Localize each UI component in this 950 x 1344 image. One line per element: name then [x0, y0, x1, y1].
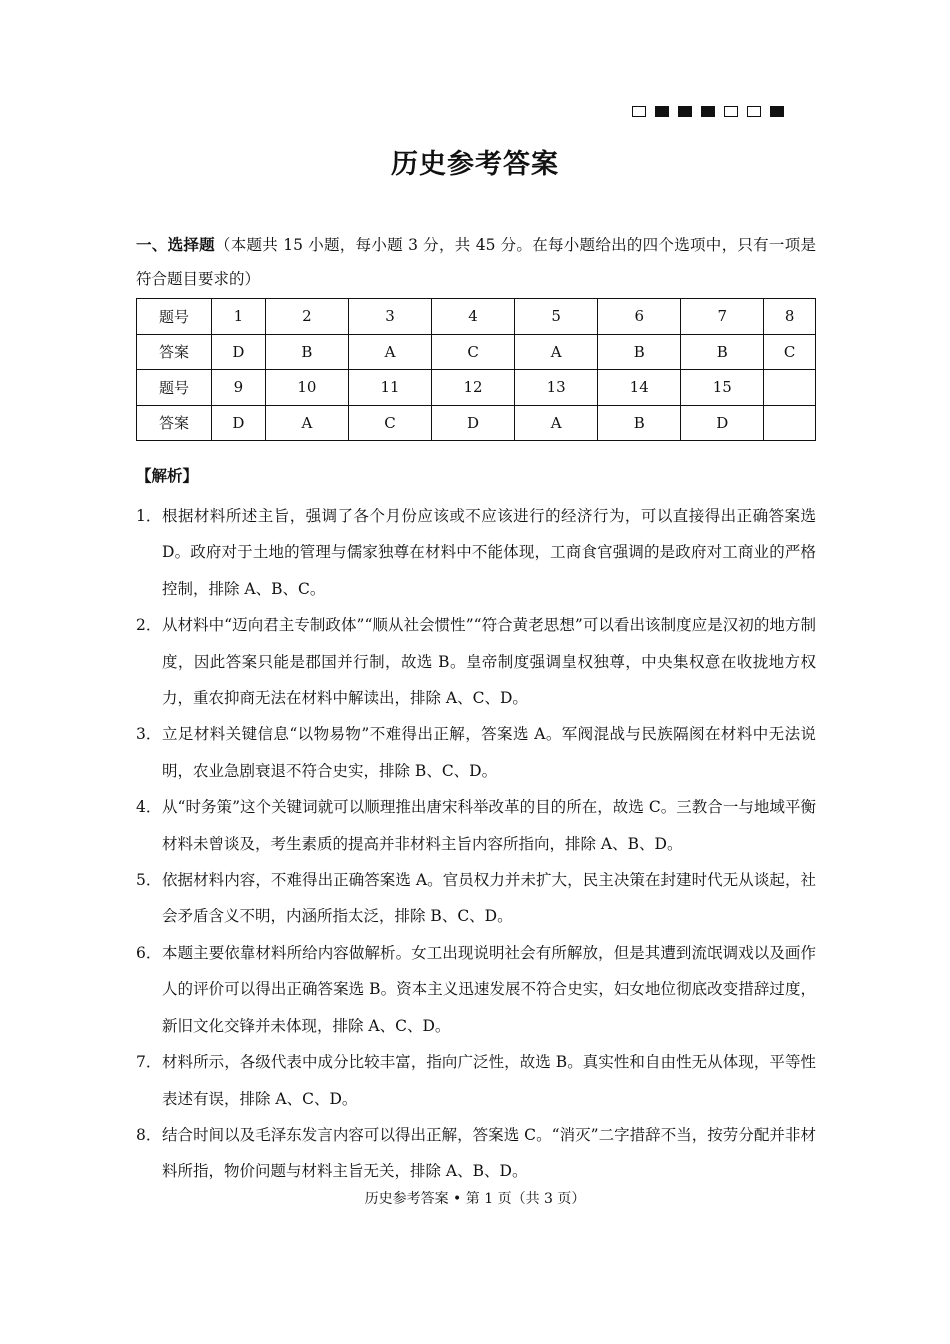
- answer-table: [136, 298, 816, 441]
- page-title: 历史参考答案: [391, 149, 559, 180]
- table-row: [137, 299, 816, 335]
- item-number: 1．: [136, 507, 162, 525]
- item-number: 4．: [136, 798, 162, 817]
- empty-square-mark: [724, 106, 738, 117]
- item-text: 依据材料内容，不难得出正确答案选 A。官员权力并未扩大，民主决策在封建时代无从谈起，社会矛盾含义不明，内涵所指太泛，排除 B、C、D。: [162, 871, 816, 926]
- row-header-cell: 答案: [137, 334, 212, 370]
- table-cell: [764, 405, 816, 441]
- empty-square-mark: [632, 106, 646, 117]
- table-cell: 6: [598, 299, 681, 335]
- table-cell: 11: [348, 370, 431, 406]
- section-intro: [136, 228, 816, 296]
- item-text: 材料所示，各级代表中成分比较丰富，指向广泛性，故选 B。真实性和自由性无从体现，平等性表述有误，排除 A、C、D。: [162, 1053, 816, 1108]
- table-cell: 7: [681, 299, 764, 335]
- row-header-cell: 题号: [137, 370, 212, 406]
- item-number: 2．: [136, 616, 162, 635]
- analysis-item: [136, 607, 816, 716]
- analysis-item: [136, 716, 816, 789]
- section-heading: 一、选择题: [136, 235, 215, 254]
- filled-square-mark: [770, 106, 784, 117]
- analysis-item: [136, 789, 816, 862]
- item-number: 6．: [136, 943, 162, 962]
- table-cell: 14: [598, 370, 681, 406]
- table-cell: B: [681, 334, 764, 370]
- item-number: 7．: [136, 1053, 162, 1072]
- table-cell: 8: [764, 299, 816, 335]
- item-number: 3．: [136, 725, 162, 744]
- table-cell: 13: [515, 370, 598, 406]
- table-cell: A: [515, 334, 598, 370]
- table-cell: 9: [212, 370, 266, 406]
- analysis-list: [136, 498, 816, 1190]
- table-cell: [764, 370, 816, 406]
- page-footer: 历史参考答案 • 第 1 页（共 3 页）: [364, 1191, 586, 1207]
- item-text: 从“时务策”这个关键词就可以顺理推出唐宋科举改革的目的所在，故选 C。三教合一与地域平衡材料未曾谈及，考生素质的提高并非材料主旨内容所指向，排除 A、B、D。: [162, 798, 816, 853]
- table-cell: D: [432, 405, 515, 441]
- table-cell: 4: [432, 299, 515, 335]
- item-text: 从材料中“迈向君主专制政体”“顺从社会惯性”“符合黄老思想”可以看出该制度应是汉初的地方制度，因此答案只能是郡国并行制，故选 B。皇帝制度强调皇权独尊，中央集权意在收拢地方权力，重农抑商无法在材料中解读出，排除 A、C、D。: [162, 616, 816, 708]
- table-cell: 5: [515, 299, 598, 335]
- filled-square-mark: [701, 106, 715, 117]
- table-row: [137, 334, 816, 370]
- item-text: 本题主要依靠材料所给内容做解析。女工出现说明社会有所解放，但是其遭到流氓调戏以及画作人的评价可以得出正确答案选 B。资本主义迅速发展不符合史实，妇女地位彻底改变措辞过度，新旧文化交锋并未体现，排除 A、C、D。: [162, 943, 816, 1035]
- table-row: [137, 405, 816, 441]
- table-cell: B: [598, 334, 681, 370]
- table-cell: 12: [432, 370, 515, 406]
- analysis-heading: 【解析】: [136, 466, 199, 485]
- table-cell: 3: [348, 299, 431, 335]
- row-header-cell: 答案: [137, 405, 212, 441]
- table-cell: B: [598, 405, 681, 441]
- filled-square-mark: [655, 106, 669, 117]
- table-cell: D: [212, 405, 266, 441]
- analysis-item: [136, 1044, 816, 1117]
- table-cell: 2: [265, 299, 348, 335]
- table-cell: A: [515, 405, 598, 441]
- header-marks: [632, 106, 784, 117]
- table-cell: C: [348, 405, 431, 441]
- item-text: 结合时间以及毛泽东发言内容可以得出正解，答案选 C。“消灭”二字措辞不当，按劳分配并非材料所指，物价问题与材料主旨无关，排除 A、B、D。: [162, 1125, 816, 1181]
- analysis-item: [136, 935, 816, 1044]
- filled-square-mark: [678, 106, 692, 117]
- table-cell: 15: [681, 370, 764, 406]
- table-cell: A: [265, 405, 348, 441]
- table-row: [137, 370, 816, 406]
- table-cell: A: [348, 334, 431, 370]
- section-note: （本题共 15 小题，每小题 3 分，共 45 分。在每小题给出的四个选项中，只有一项是符合题目要求的）: [136, 236, 816, 288]
- analysis-item: [136, 1117, 816, 1190]
- item-text: 立足材料关键信息“以物易物”不难得出正解，答案选 A。军阀混战与民族隔阂在材料中无法说明，农业急剧衰退不符合史实，排除 B、C、D。: [162, 725, 816, 780]
- empty-square-mark: [747, 106, 761, 117]
- table-cell: 1: [212, 299, 266, 335]
- item-text: 根据材料所述主旨，强调了各个月份应该或不应该进行的经济行为，可以直接得出正确答案选 D。政府对于土地的管理与儒家独尊在材料中不能体现，工商食官强调的是政府对工商业的严格控制，排除 A、B、C。: [162, 507, 816, 598]
- table-cell: D: [212, 334, 266, 370]
- analysis-item: [136, 498, 816, 607]
- table-cell: B: [265, 334, 348, 370]
- table-cell: C: [432, 334, 515, 370]
- table-cell: C: [764, 334, 816, 370]
- item-number: 8．: [136, 1125, 162, 1144]
- table-cell: D: [681, 405, 764, 441]
- row-header-cell: 题号: [137, 299, 212, 335]
- analysis-item: [136, 862, 816, 935]
- item-number: 5．: [136, 871, 162, 890]
- table-cell: 10: [265, 370, 348, 406]
